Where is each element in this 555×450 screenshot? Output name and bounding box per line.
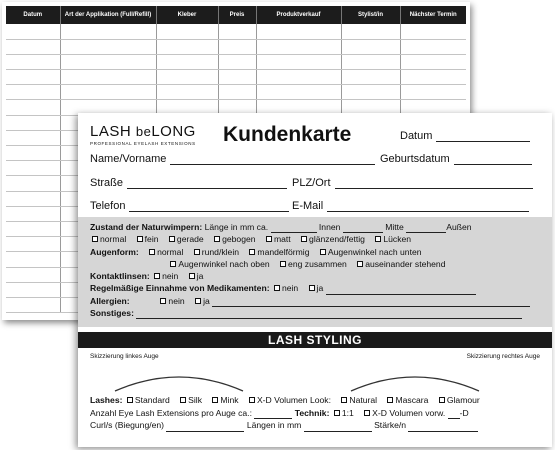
- sketch-right-label: Skizzierung rechtes Auge: [466, 353, 540, 360]
- checkbox[interactable]: [341, 397, 347, 403]
- table-cell[interactable]: [400, 70, 466, 85]
- column-header: Preis: [218, 6, 256, 24]
- table-cell[interactable]: [256, 85, 341, 100]
- column-header: Art der Applikation (Full/Refill): [60, 6, 156, 24]
- table-cell[interactable]: [60, 39, 156, 54]
- table-cell[interactable]: [156, 39, 218, 54]
- checkbox[interactable]: [375, 236, 381, 242]
- eye-shape-row-2: Augenwinkel nach oben eng zusammen auseinander stehend: [90, 258, 540, 270]
- table-cell[interactable]: [256, 39, 341, 54]
- checkbox[interactable]: [137, 236, 143, 242]
- medication-input[interactable]: [326, 287, 476, 295]
- table-cell[interactable]: [6, 146, 60, 161]
- table-cell[interactable]: [60, 24, 156, 39]
- table-cell[interactable]: [218, 24, 256, 39]
- sketch-left-label: Skizzierung linkes Auge: [90, 353, 159, 360]
- checkbox[interactable]: [169, 236, 175, 242]
- checkbox[interactable]: [92, 236, 98, 242]
- street-field[interactable]: Straße: [90, 177, 287, 189]
- column-header: Nächster Termin: [400, 6, 466, 24]
- table-cell[interactable]: [156, 70, 218, 85]
- table-cell[interactable]: [60, 54, 156, 69]
- table-cell[interactable]: [6, 130, 60, 145]
- checkbox[interactable]: [154, 273, 160, 279]
- table-cell[interactable]: [400, 39, 466, 54]
- table-row: [6, 24, 466, 39]
- table-cell[interactable]: [6, 206, 60, 221]
- zip-city-field[interactable]: PLZ/Ort: [292, 177, 533, 189]
- count-input[interactable]: [254, 411, 292, 419]
- checkbox[interactable]: [127, 397, 133, 403]
- allergies-input[interactable]: [212, 299, 530, 307]
- column-header: Stylist/in: [341, 6, 400, 24]
- styling-details: [90, 394, 548, 432]
- table-row: [6, 54, 466, 69]
- brand-logo: [90, 123, 196, 146]
- table-cell[interactable]: [6, 24, 60, 39]
- curl-input[interactable]: [166, 424, 244, 432]
- checkbox[interactable]: [170, 261, 176, 267]
- allergies-row: Allergien: nein ja: [90, 295, 540, 307]
- table-row: [6, 39, 466, 54]
- table-cell[interactable]: [60, 70, 156, 85]
- logo-tagline: PROFESSIONAL EYELASH EXTENSIONS: [90, 141, 196, 146]
- table-cell[interactable]: [218, 39, 256, 54]
- lash-condition-options: normal fein gerade gebogen matt glänzend/fettig Lücken: [90, 233, 540, 245]
- contact-lenses-row: Kontaktlinsen: nein ja: [90, 271, 204, 282]
- table-cell[interactable]: [341, 85, 400, 100]
- table-cell[interactable]: [156, 54, 218, 69]
- table-cell[interactable]: [6, 297, 60, 312]
- table-cell[interactable]: [6, 221, 60, 236]
- table-row: [6, 70, 466, 85]
- lashes-row: Lashes: Standard Silk Mink X-D Volumen Look: Natural Mascara Glamour: [90, 395, 480, 405]
- table-cell[interactable]: [6, 267, 60, 282]
- thickness-input[interactable]: [408, 424, 478, 432]
- table-cell[interactable]: [156, 24, 218, 39]
- table-header-row: [6, 6, 466, 24]
- date-field[interactable]: Datum: [400, 130, 530, 142]
- checkbox[interactable]: [266, 236, 272, 242]
- checkbox[interactable]: [280, 261, 286, 267]
- table-cell[interactable]: [341, 24, 400, 39]
- table-cell[interactable]: [400, 85, 466, 100]
- lengths-input[interactable]: [304, 424, 372, 432]
- checkbox[interactable]: [212, 397, 218, 403]
- misc-input[interactable]: [136, 311, 522, 319]
- eye-shape-row: Augenform: normal rund/klein mandelförmig Augenwinkel nach unten: [90, 246, 422, 257]
- curl-length-row: Curl/s (Biegung/en) Längen in mm Stärke/n: [90, 419, 548, 432]
- table-cell[interactable]: [256, 70, 341, 85]
- checkbox[interactable]: [249, 249, 255, 255]
- table-cell[interactable]: [6, 191, 60, 206]
- checkbox[interactable]: [214, 236, 220, 242]
- table-cell[interactable]: [341, 39, 400, 54]
- table-cell[interactable]: [218, 54, 256, 69]
- table-cell[interactable]: [156, 85, 218, 100]
- table-cell[interactable]: [218, 85, 256, 100]
- checkbox[interactable]: [160, 298, 166, 304]
- table-cell[interactable]: [6, 161, 60, 176]
- checkbox[interactable]: [320, 249, 326, 255]
- table-cell[interactable]: [6, 237, 60, 252]
- middle-length-input[interactable]: [406, 225, 446, 233]
- table-cell[interactable]: [400, 54, 466, 69]
- checkbox[interactable]: [274, 285, 280, 291]
- volume-input[interactable]: [448, 411, 460, 419]
- column-header: Kleber: [156, 6, 218, 24]
- checkbox[interactable]: [195, 298, 201, 304]
- table-cell[interactable]: [341, 70, 400, 85]
- birthdate-field[interactable]: Geburtsdatum: [380, 153, 532, 165]
- table-cell[interactable]: [6, 70, 60, 85]
- inner-length-input[interactable]: [343, 225, 383, 233]
- checkbox[interactable]: [249, 397, 255, 403]
- table-cell[interactable]: [256, 54, 341, 69]
- column-header: Produktverkauf: [256, 6, 341, 24]
- table-cell[interactable]: [60, 85, 156, 100]
- table-cell[interactable]: [341, 54, 400, 69]
- phone-field[interactable]: Telefon: [90, 200, 289, 212]
- table-cell[interactable]: [256, 24, 341, 39]
- table-cell[interactable]: [6, 252, 60, 267]
- table-cell[interactable]: [400, 24, 466, 39]
- email-field[interactable]: E-Mail: [292, 200, 529, 212]
- checkbox[interactable]: [189, 273, 195, 279]
- table-cell[interactable]: [218, 70, 256, 85]
- checkbox[interactable]: [387, 397, 393, 403]
- logo-wordmark: LASH beLONG: [90, 123, 196, 140]
- misc-row: Sonstiges:: [90, 307, 540, 319]
- checkbox[interactable]: [364, 410, 370, 416]
- table-cell[interactable]: [6, 85, 60, 100]
- table-cell[interactable]: [6, 39, 60, 54]
- name-field[interactable]: Name/Vorname: [90, 153, 375, 165]
- checkbox[interactable]: [180, 397, 186, 403]
- count-technique-row: Anzahl Eye Lash Extensions pro Auge ca.: Technik: 1:1 X-D Volumen vorw. -D: [90, 407, 469, 418]
- checkbox[interactable]: [357, 261, 363, 267]
- length-input[interactable]: [271, 225, 317, 233]
- checkbox[interactable]: [301, 236, 307, 242]
- table-row: [6, 85, 466, 100]
- table-cell[interactable]: [6, 282, 60, 297]
- table-cell[interactable]: [6, 54, 60, 69]
- checkbox[interactable]: [309, 285, 315, 291]
- table-cell[interactable]: [6, 176, 60, 191]
- customer-card: [78, 113, 552, 447]
- checkbox[interactable]: [194, 249, 200, 255]
- table-cell[interactable]: [6, 100, 60, 115]
- checkbox[interactable]: [334, 410, 340, 416]
- lash-styling-header: LASH STYLING: [78, 332, 552, 348]
- left-eye-sketch[interactable]: [112, 371, 246, 393]
- medication-row: Regelmäßige Einnahme von Medikamenten: nein ja: [90, 282, 540, 294]
- table-cell[interactable]: [6, 115, 60, 130]
- column-header: Datum: [6, 6, 60, 24]
- card-title: Kundenkarte: [223, 123, 352, 146]
- right-eye-sketch[interactable]: [348, 371, 482, 393]
- checkbox[interactable]: [149, 249, 155, 255]
- lash-condition-row: Zustand der Naturwimpern: Länge in mm ca. Innen Mitte Außen: [90, 222, 472, 232]
- lash-condition-panel: [78, 217, 552, 327]
- checkbox[interactable]: [439, 397, 445, 403]
